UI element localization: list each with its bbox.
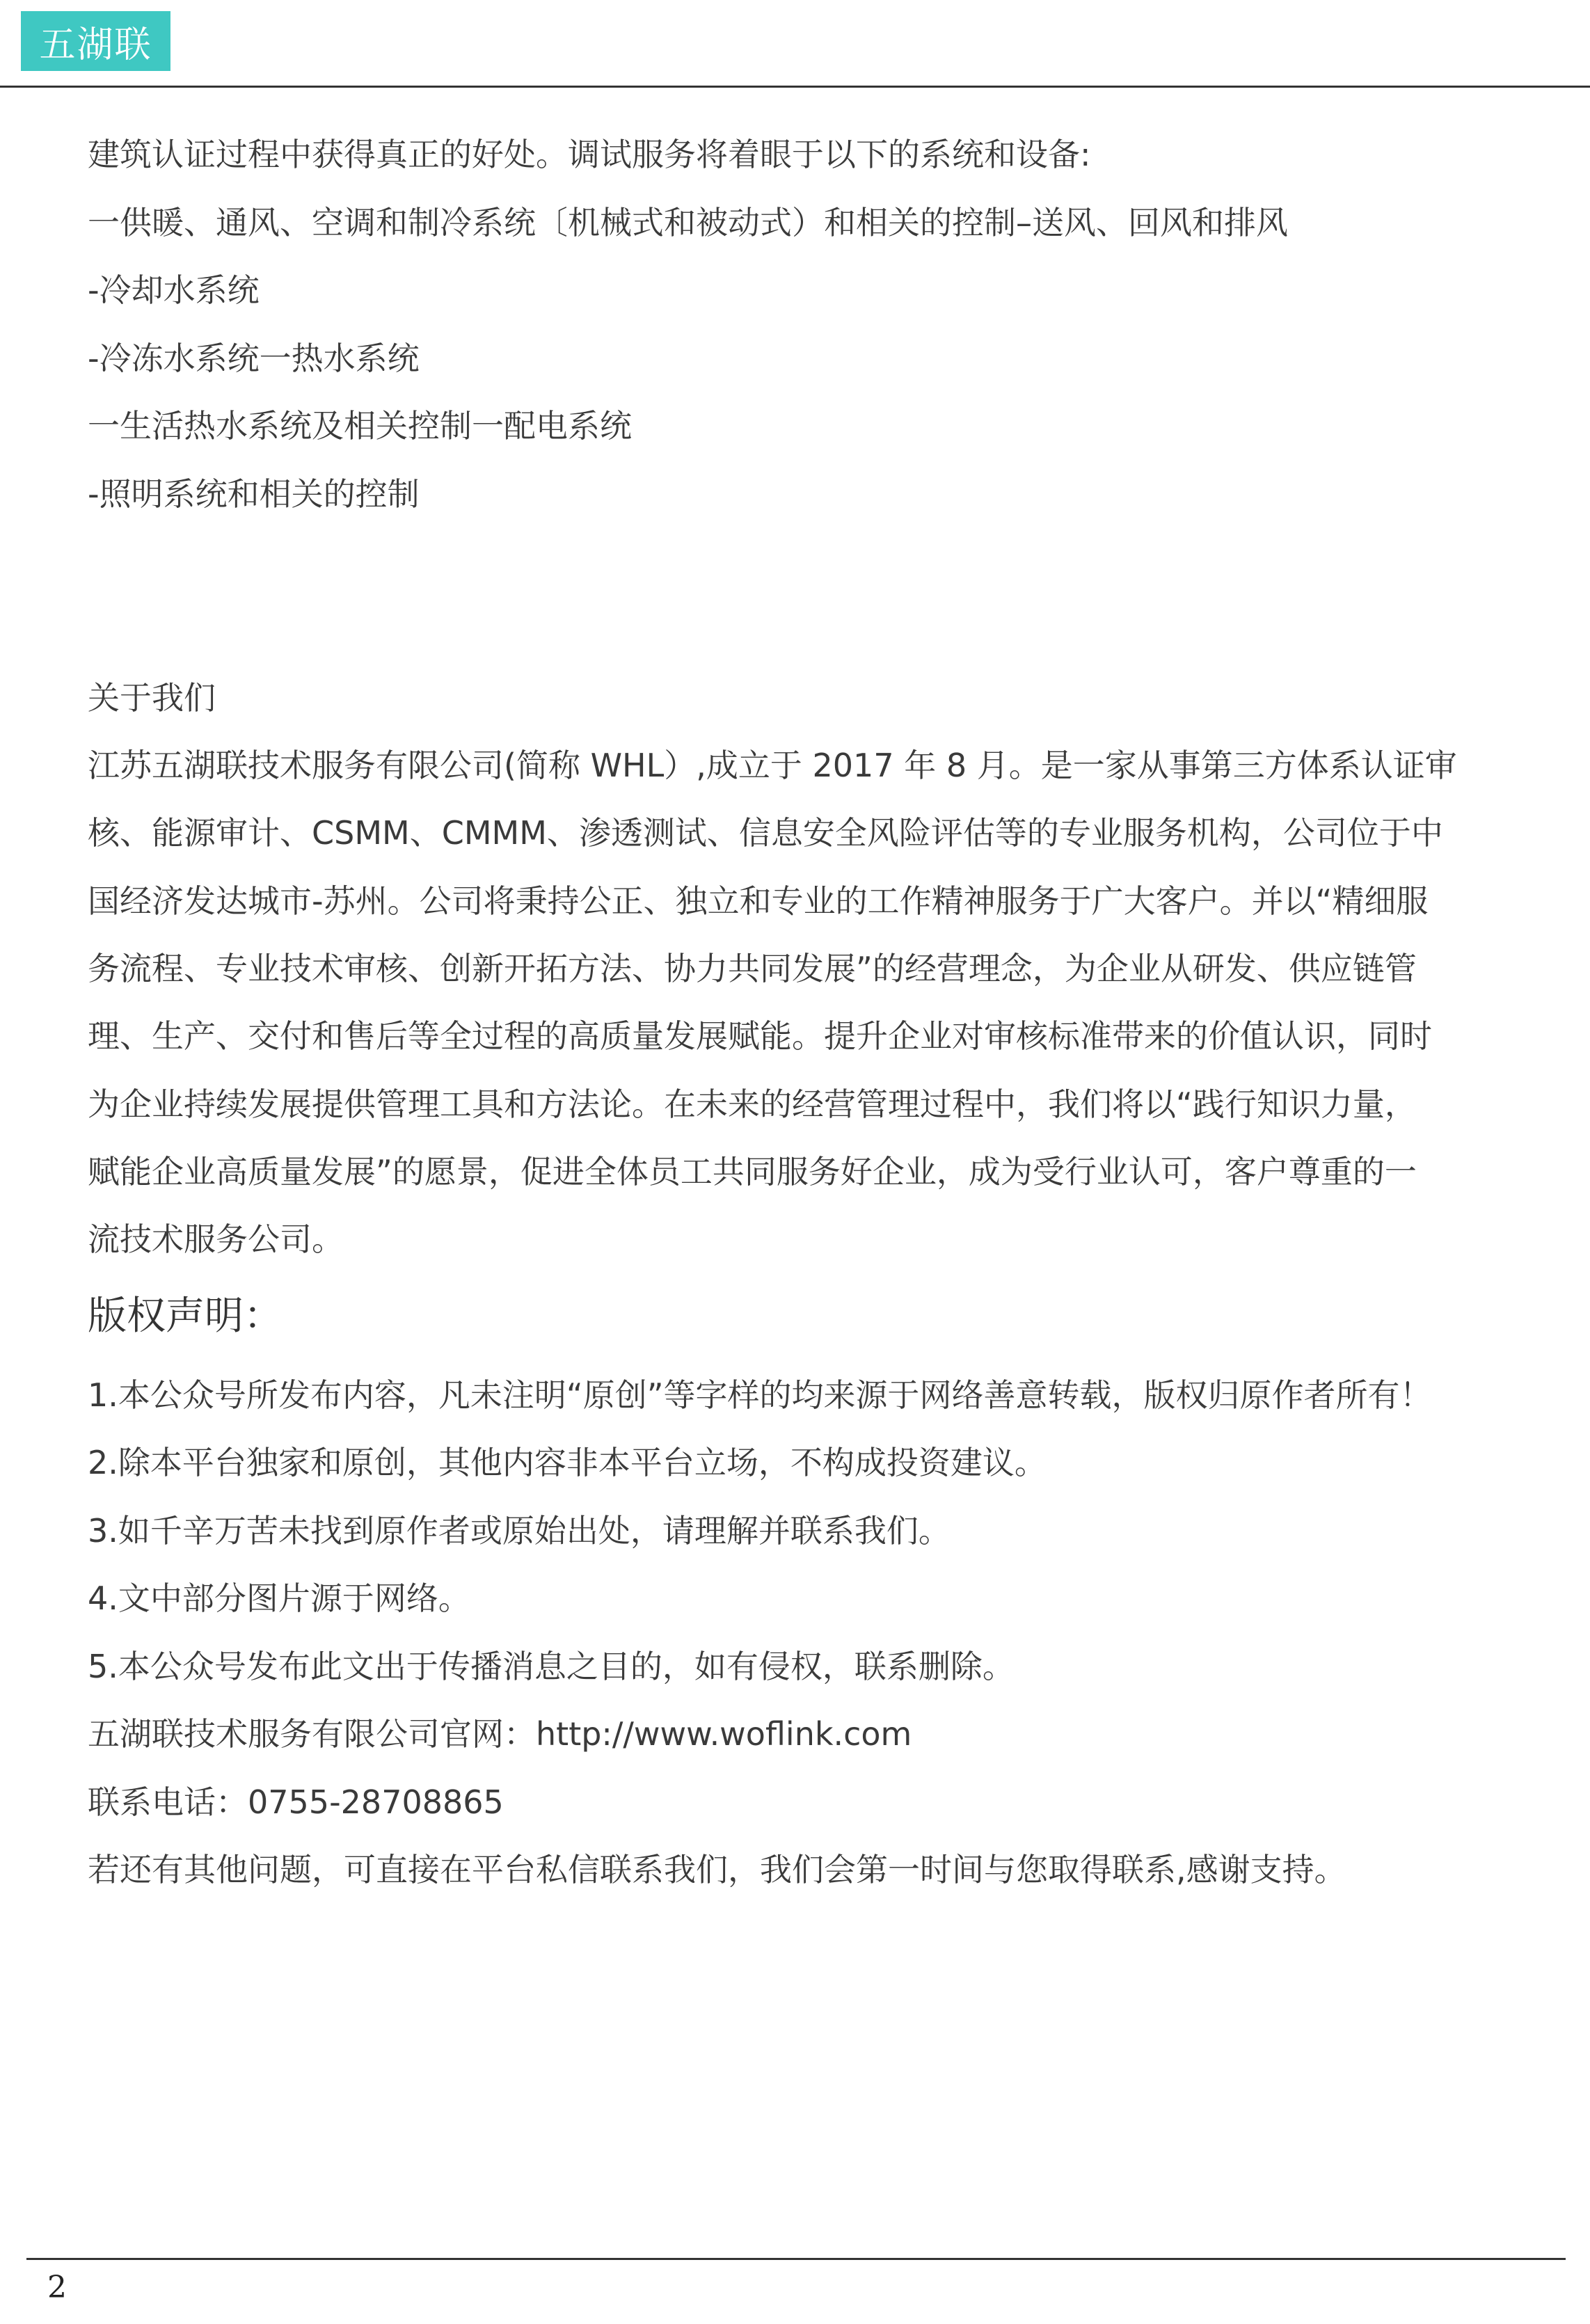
website-link[interactable]: 五湖联技术服务有限公司官网：http://www.woflink.com	[88, 1715, 912, 1753]
intro-line: -冷冻水系统一热水系统	[88, 340, 420, 377]
copyright-item: 5.本公众号发布此文出于传播消息之目的，如有侵权，联系删除。	[88, 1648, 1015, 1685]
company-logo	[21, 11, 170, 71]
intro-line: -照明系统和相关的控制	[88, 475, 420, 513]
about-line: 核、能源审计、CSMM、CMMM、渗透测试、信息安全风险评估等的专业服务机构，公司位于中	[88, 814, 1443, 852]
intro-line: 一生活热水系统及相关控制一配电系统	[88, 407, 632, 445]
about-line: 国经济发达城市-苏州。公司将秉持公正、独立和专业的工作精神服务于广大客户。并以“精细服	[88, 882, 1429, 920]
closing-note: 若还有其他问题，可直接在平台私信联系我们，我们会第一时间与您取得联系,感谢支持。	[88, 1851, 1346, 1888]
contact-phone: 联系电话：0755-28708865	[88, 1783, 504, 1821]
page-number: 2	[47, 2270, 67, 2305]
about-heading: 关于我们	[88, 679, 216, 717]
about-line: 为企业持续发展提供管理工具和方法论。在未来的经营管理过程中，我们将以“践行知识力量，	[88, 1085, 1417, 1123]
about-line: 理、生产、交付和售后等全过程的高质量发展赋能。提升企业对审核标准带来的价值认识，同时	[88, 1017, 1432, 1055]
copyright-heading: 版权声明：	[88, 1294, 283, 1339]
logo-text: 五湖联	[39, 24, 152, 66]
copyright-item: 2.除本平台独家和原创，其他内容非本平台立场，不构成投资建议。	[88, 1444, 1047, 1481]
about-line: 赋能企业高质量发展”的愿景，促进全体员工共同服务好企业，成为受行业认可，客户尊重的一	[88, 1153, 1417, 1191]
copyright-item: 3.如千辛万苦未找到原作者或原始出处，请理解并联系我们。	[88, 1512, 951, 1550]
intro-line: -冷却水系统	[88, 271, 260, 309]
footer-divider	[26, 2258, 1566, 2260]
intro-line: 建筑认证过程中获得真正的好处。调试服务将着眼于以下的系统和设备:	[88, 136, 1091, 173]
copyright-item: 1.本公众号所发布内容，凡未注明“原创”等字样的均来源于网络善意转载，版权归原作者所有！	[88, 1376, 1432, 1414]
copyright-item: 4.文中部分图片源于网络。	[88, 1579, 470, 1617]
about-line: 流技术服务公司。	[88, 1220, 344, 1258]
about-line: 务流程、专业技术审核、创新开拓方法、协力共同发展”的经营理念，为企业从研发、供应链管	[88, 950, 1417, 987]
about-line: 江苏五湖联技术服务有限公司(简称 WHL）,成立于 2017 年 8 月。是一家从事第三方体系认证审	[88, 747, 1457, 784]
header-divider	[0, 86, 1590, 88]
intro-line: 一供暖、通风、空调和制冷系统〔机械式和被动式）和相关的控制–送风、回风和排风	[88, 204, 1288, 241]
